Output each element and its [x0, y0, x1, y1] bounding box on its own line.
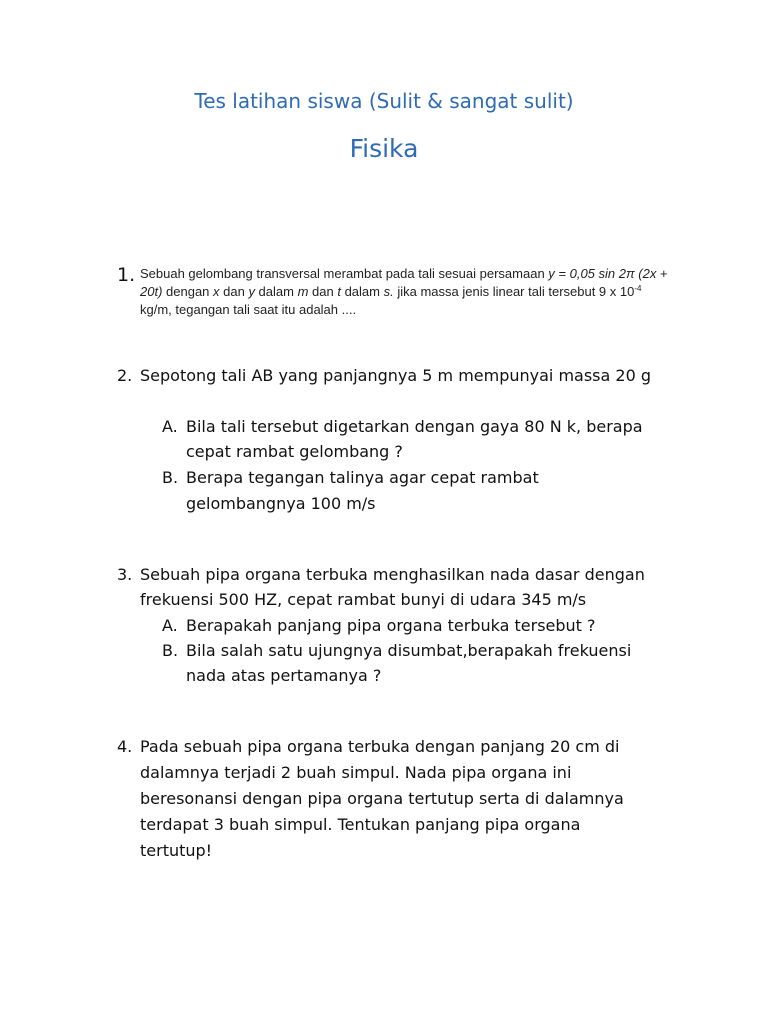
question-4-text: beresonansi dengan pipa organa tertutup serta di dalamnya	[140, 789, 624, 808]
question-2b-letter: B.	[162, 468, 179, 487]
question-4-text: Pada sebuah pipa organa terbuka dengan panjang 20 cm di	[140, 737, 620, 756]
subject-heading: Fisika	[349, 134, 419, 163]
question-4-text: terdapat 3 buah simpul. Tentukan panjang pipa organa	[140, 815, 581, 834]
question-2a-letter: A.	[162, 417, 178, 436]
question-1-equation: y = 0,05 sin 2π (2x	[548, 266, 657, 281]
question-1-variable: t	[337, 284, 341, 299]
question-1-exponent: -4	[634, 284, 642, 293]
question-1-unit: m	[297, 284, 309, 299]
question-2-number: 2.	[117, 366, 133, 385]
question-1-number: 1.	[117, 264, 136, 286]
question-4-text: dalamnya terjadi 2 buah simpul. Nada pipa organa ini	[140, 763, 572, 782]
question-1-variable: x	[213, 284, 220, 299]
question-3a-text: Berapakah panjang pipa organa terbuka tersebut ?	[186, 616, 596, 635]
question-1-part: Sebuah gelombang transversal merambat pada tali sesuai persamaan	[140, 266, 549, 281]
question-1-part: dan	[219, 284, 249, 299]
question-2a-text: cepat rambat gelombang ?	[186, 442, 403, 461]
question-2b-text: Berapa tegangan talinya agar cepat rambat	[186, 468, 539, 487]
question-1-unit: s.	[383, 284, 394, 299]
question-2-text: Sepotong tali AB yang panjangnya 5 m mempunyai massa 20 g	[140, 366, 652, 385]
question-1-variable: y	[248, 284, 255, 299]
question-3-number: 3.	[117, 565, 133, 584]
question-1-part: kg/m, tegangan tali saat itu adalah ....	[140, 302, 357, 317]
question-4-text: tertutup!	[140, 841, 213, 860]
question-3b-letter: B.	[162, 641, 179, 660]
question-3b-text: nada atas pertamanya ?	[186, 666, 382, 685]
question-1-part: dan	[308, 284, 338, 299]
question-3-text: frekuensi 500 HZ, cepat rambat bunyi di udara 345 m/s	[140, 590, 587, 609]
document-title: Tes latihan siswa (Sulit & sangat sulit)	[194, 89, 574, 113]
question-2a-text: Bila tali tersebut digetarkan dengan gaya 80 N k, berapa	[186, 417, 643, 436]
question-1-part: +	[656, 266, 668, 281]
question-3b-text: Bila salah satu ujungnya disumbat,berapakah frekuensi	[186, 641, 632, 660]
question-3-text: Sebuah pipa organa terbuka menghasilkan nada dasar dengan	[140, 565, 645, 584]
question-1-equation: 20t)	[140, 284, 163, 299]
question-1-part: dalam	[340, 284, 384, 299]
question-1-part: dalam	[254, 284, 298, 299]
question-3a-letter: A.	[162, 616, 178, 635]
question-2b-text: gelombangnya 100 m/s	[186, 494, 376, 513]
question-1-part: dengan	[162, 284, 214, 299]
question-1-part: jika massa jenis linear tali tersebut 9 x 10	[393, 284, 635, 299]
question-1-text	[140, 265, 670, 319]
question-4-number: 4.	[117, 737, 133, 756]
